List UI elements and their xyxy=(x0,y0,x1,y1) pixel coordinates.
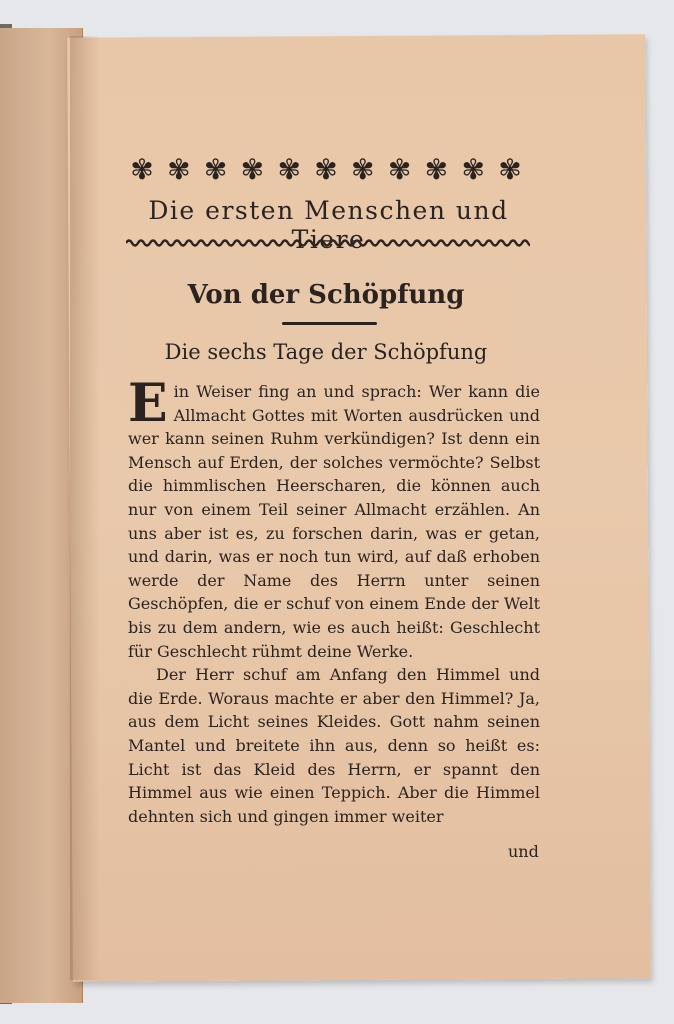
flower-ornament-icon: ✾ xyxy=(203,153,228,186)
flower-ornament-icon: ✾ xyxy=(314,153,338,186)
body-text xyxy=(128,373,540,828)
flower-ornament-icon: ✾ xyxy=(130,153,154,186)
wavy-rule-divider xyxy=(126,238,530,248)
flower-ornament-icon: ✾ xyxy=(424,153,449,186)
flower-ornament-icon: ✾ xyxy=(167,153,191,186)
catchword: und xyxy=(508,842,539,861)
section-title: Von der Schöpfung xyxy=(187,280,465,310)
chapter-title: Die ersten Menschen und Tiere xyxy=(148,196,509,254)
flower-ornament-icon: ✾ xyxy=(461,153,485,186)
flower-ornament-icon: ✾ xyxy=(240,153,265,186)
paragraph-1 xyxy=(128,373,540,663)
paragraph-1-text: in Weiser fing an und sprach: Wer kann die Allmacht Gottes mit Worten ausdrücken und wer kann seinen Ruhm verkündigen? Ist denn ein Mensch auf Erden, der solches vermöchte? Selbst die himmlischen Heerscharen, die können auch nur von einem Teil seiner Allmacht erzählen. An uns aber ist es, zu forschen darin, was er getan, und darin, was er noch tun wird, auf daß erhoben werde der Name des Herrn unter seinen Geschöpfen, die er schuf von einem Ende der Welt bis zu dem andern, wie es auch heißt: Geschlecht für Geschlecht rühmt deine Werke. xyxy=(128,382,540,661)
subsection-title: Die sechs Tage der Schöpfung xyxy=(164,340,488,364)
flower-ornament-icon: ✾ xyxy=(498,153,522,186)
paragraph-2: Der Herr schuf am Anfang den Himmel und die Erde. Woraus machte er aber den Himmel? Ja, aus dem Licht seines Kleides. Gott nahm seinen Mantel und breitete ihn aus, denn so heißt es: Licht ist das Kleid des Herrn, er spannt den Himmel aus wie einen Teppich. Aber die Himmel dehnten sich und gingen immer weiter xyxy=(128,665,540,826)
section-rule xyxy=(282,322,377,325)
flower-ornament-icon: ✾ xyxy=(277,153,301,186)
ornament-row xyxy=(126,150,526,190)
drop-cap-initial: E xyxy=(128,373,168,434)
flower-ornament-icon: ✾ xyxy=(387,153,412,186)
spine-shadow xyxy=(70,36,100,980)
flower-ornament-icon: ✾ xyxy=(351,153,375,186)
